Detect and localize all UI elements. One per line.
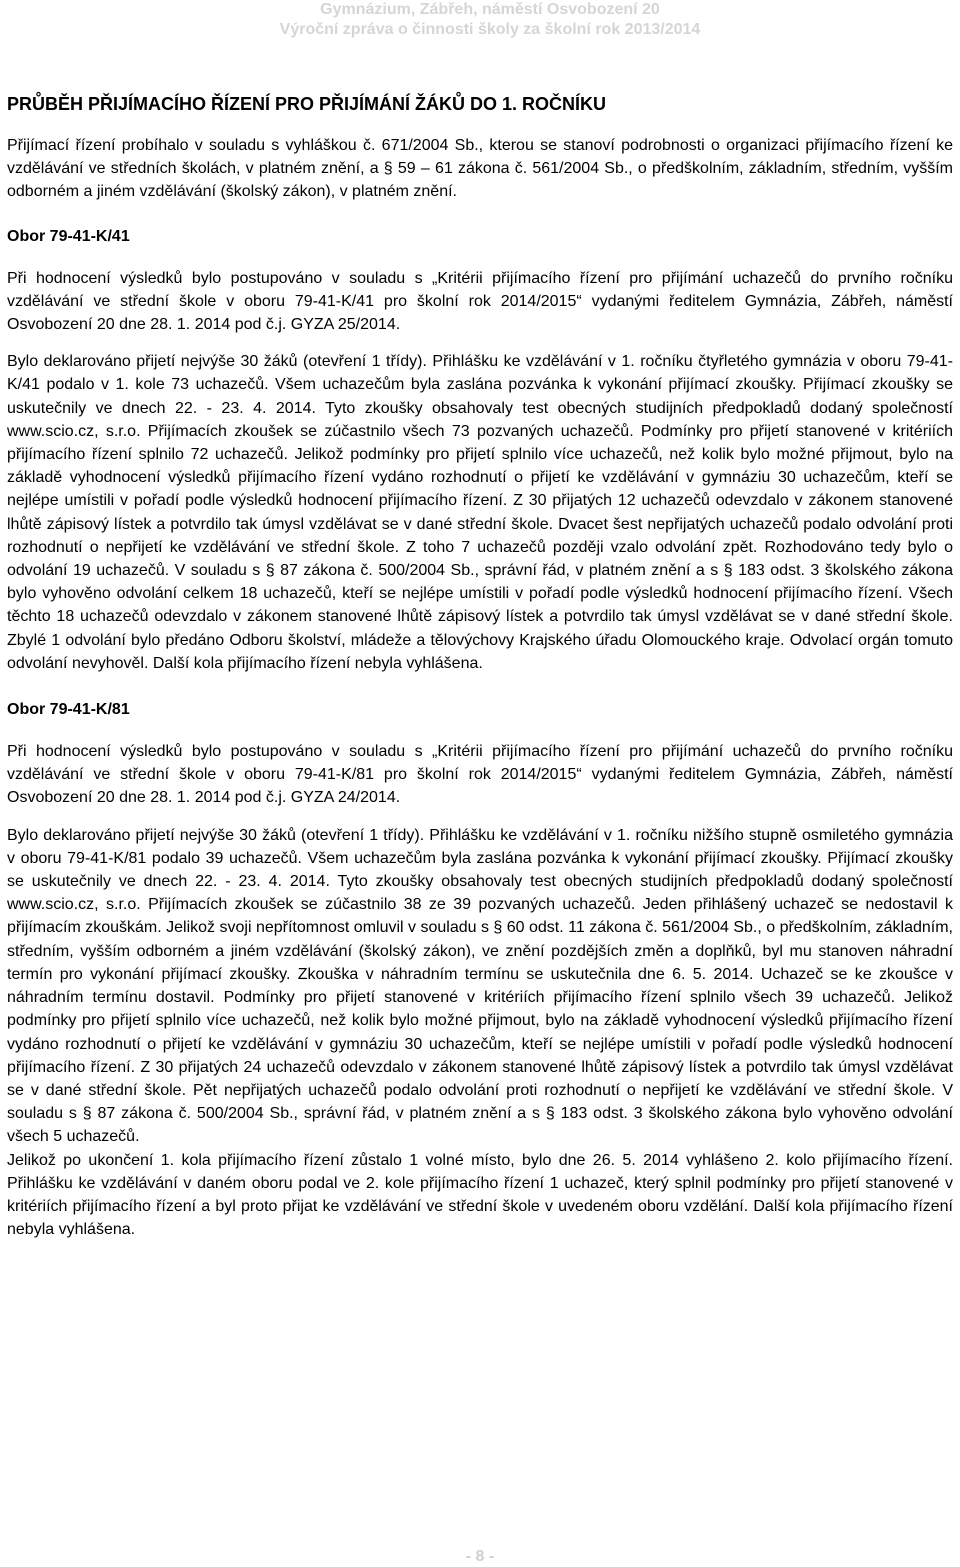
section-heading-obor-81: Obor 79-41-K/81	[7, 701, 130, 719]
obor-41-results-paragraph: Bylo deklarováno přijetí nejvýše 30 žáků (otevření 1 třídy). Přihlášku ke vzdělávání v 1. ročníku čtyřletého gymnázia v oboru 79-41-K/41 podalo v 1. kole 73 uchazečů. Všem uchazečům byla zaslána pozvánka k vykonání přijímací zkoušky. Přijímací zkoušky se uskutečnily ve dnech 22. - 23. 4. 2014. Tyto zkoušky obsahovaly test obecných studijních předpokladů dodaný společností www.scio.cz, s.r.o. Přijímacích zkoušek se zúčastnilo všech 73 pozvaných uchazečů. Podmínky pro přijetí stanovené v kritériích přijímacího řízení splnilo 72 uchazečů. Jelikož podmínky pro přijetí splnilo více uchazečů, než kolik bylo možné přijmout, bylo na základě vyhodnocení výsledků přijímacího řízení vydáno rozhodnutí o přijetí ke vzdělávání v gymnáziu 30 uchazečům, kteří se nejlépe umístili v pořadí podle výsledků hodnocení přijímacího řízení. Z 30 přijatých 12 uchazečů odevzdalo v zákonem stanovené lhůtě zápisový lístek a potvrdilo tak úmysl vzdělávat se v dané střední škole. Dvacet šest nepřijatých uchazečů podalo odvolání proti rozhodnutí o nepřijetí ke vzdělávání ve střední škole. Z toho 7 uchazečů později vzalo odvolání zpět. Rozhodováno tedy bylo o odvolání 19 uchazečů. V souladu s § 87 zákona č. 500/2004 Sb., správní řád, v platném znění a s § 183 odst. 3 školského zákona bylo vyhověno odvolání celkem 18 uchazečů, kteří se nejlépe umístili v pořadí podle výsledků hodnocení přijímacího řízení. Všech těchto 18 uchazečů odevzdalo v zákonem stanovené lhůtě zápisový lístek a potvrdilo tak úmysl vzdělávat se v dané střední škole. Zbylé 1 odvolání bylo předáno Odboru školství, mládeže a tělovýchovy Krajského úřadu Olomouckého kraje. Odvolací orgán tomuto odvolání nevyhověl. Další kola přijímacího řízení nebyla vyhlášena.	[7, 353, 953, 672]
obor-81-second-round-paragraph: Jelikož po ukončení 1. kola přijímacího řízení zůstalo 1 volné místo, bylo dne 26. 5. 2014 vyhlášeno 2. kolo přijímacího řízení. Přihlášku ke vzdělávání v daném oboru podal ve 2. kole přijímacího řízení 1 uchazeč, který splnil podmínky pro přijetí stanovené v kritériích přijímacího řízení a byl proto přijat ke vzdělávání ve střední škole v uvedeném oboru vzdělání. Další kola přijímacího řízení nebyla vyhlášena.	[7, 1151, 953, 1239]
document-body	[7, 92, 953, 1241]
obor-41-criteria-paragraph: Při hodnocení výsledků bylo postupováno v souladu s „Kritérii přijímacího řízení pro přijímání uchazečů do prvního ročníku vzdělávání ve střední škole v oboru 79-41-K/41 pro školní rok 2014/2015“ vydanými ředitelem Gymnázia, Zábřeh, náměstí Osvobození 20 dne 28. 1. 2014 pod č.j. GYZA 25/2014.	[7, 269, 953, 334]
obor-81-results-paragraph: Bylo deklarováno přijetí nejvýše 30 žáků (otevření 1 třídy). Přihlášku ke vzdělávání v 1. ročníku nižšího stupně osmiletého gymnázia v oboru 79-41-K/81 podalo 39 uchazečů. Všem uchazečům byla zaslána pozvánka k vykonání přijímací zkoušky. Přijímací zkoušky se uskutečnily ve dnech 22. - 23. 4. 2014. Tyto zkoušky obsahovaly test obecných studijních předpokladů dodaný společností www.scio.cz, s.r.o. Přijímacích zkoušek se zúčastnilo 38 ze 39 pozvaných uchazečů. Jeden přihlášený uchazeč se nedostavil k přijímacím zkouškám. Jelikož svoji nepřítomnost omluvil v souladu s § 60 odst. 11 zákona č. 561/2004 Sb., o předškolním, základním, středním, vyšším odborném a jiném vzdělávání (školský zákon), ve znění pozdějších změn a doplňků, byl mu stanoven náhradní termín pro vykonání přijímací zkoušky. Zkouška v náhradním termínu se uskutečnila dne 6. 5. 2014. Uchazeč se ke zkoušce v náhradním termínu dostavil. Podmínky pro přijetí stanovené v kritériích přijímacího řízení splnilo všech 39 uchazečů. Jelikož podmínky pro přijetí splnilo více uchazečů, než kolik bylo možné přijmout, bylo na základě vyhodnocení výsledků přijímacího řízení vydáno rozhodnutí o přijetí ke vzdělávání v gymnáziu 30 uchazečům, kteří se nejlépe umístili v pořadí podle výsledků hodnocení přijímacího řízení. Z 30 přijatých 24 uchazečů odevzdalo v zákonem stanovené lhůtě zápisový lístek a potvrdilo tak úmysl vzdělávat se v dané střední škole. Pět nepřijatých uchazečů podalo odvolání proti rozhodnutí o nepřijetí ke vzdělávání ve střední škole. V souladu s § 87 zákona č. 500/2004 Sb., správní řád, v platném znění a s § 183 odst. 3 školského zákona bylo vyhověno odvolání všech 5 uchazečů.	[7, 826, 953, 1146]
intro-paragraph: Přijímací řízení probíhalo v souladu s vyhláškou č. 671/2004 Sb., kterou se stanoví podrobnosti o organizaci přijímacího řízení ke vzdělávání ve středních školách, v platném znění, a § 59 – 61 zákona č. 561/2004 Sb., o předškolním, základním, středním, vyšším odborném a jiném vzdělávání (školský zákon), v platném znění.	[7, 137, 953, 201]
header-school-name: Gymnázium, Zábřeh, náměstí Osvobození 20	[320, 1, 660, 18]
page-header	[0, 0, 960, 40]
page-number: - 8 -	[465, 1548, 495, 1565]
main-title: PRŮBĚH PŘIJÍMACÍHO ŘÍZENÍ PRO PŘIJÍMÁNÍ ŽÁKŮ DO 1. ROČNÍKU	[7, 94, 607, 114]
header-report-title: Výroční zpráva o činnosti školy za školní rok 2013/2014	[279, 21, 701, 38]
obor-81-criteria-paragraph: Při hodnocení výsledků bylo postupováno v souladu s „Kritérii přijímacího řízení pro přijímání uchazečů do prvního ročníku vzdělávání ve střední škole v oboru 79-41-K/81 pro školní rok 2014/2015“ vydanými ředitelem Gymnázia, Zábřeh, náměstí Osvobození 20 dne 28. 1. 2014 pod č.j. GYZA 24/2014.	[7, 743, 953, 807]
section-heading-obor-41: Obor 79-41-K/41	[7, 227, 130, 245]
